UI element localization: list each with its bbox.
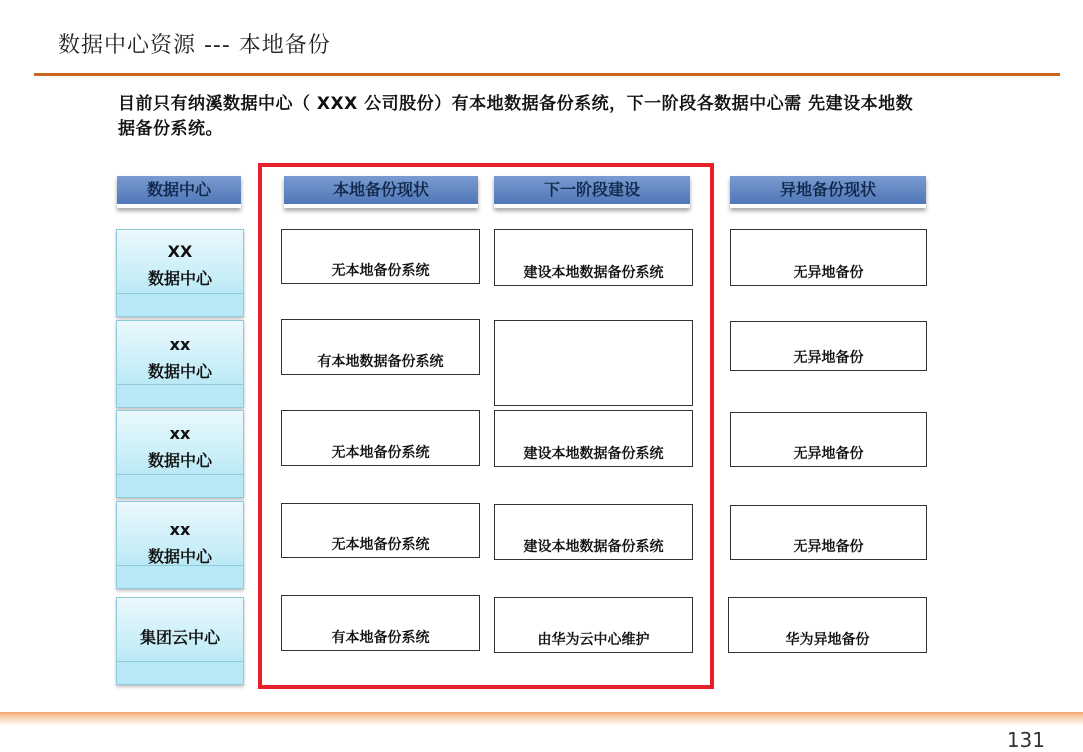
remote-status-4: 无异地备份 [730,505,927,560]
data-center-1: XX 数据中心 [116,229,244,317]
page-number: 131 [1006,728,1045,752]
remote-status-3: 无异地备份 [730,412,927,467]
data-center-4: xx 数据中心 [116,501,244,589]
next-phase-3: 建设本地数据备份系统 [494,410,693,467]
data-center-5: 集团云中心 [116,597,244,685]
header-local-status: 本地备份现状 [284,176,478,208]
local-status-2: 有本地数据备份系统 [281,319,480,375]
remote-status-1: 无异地备份 [730,229,927,286]
next-phase-4: 建设本地数据备份系统 [494,504,693,560]
slide-title: 数据中心资源 --- 本地备份 [58,33,331,58]
data-center-2: xx 数据中心 [116,320,244,408]
highlight-frame [258,163,714,689]
header-next-phase: 下一阶段建设 [494,176,690,208]
header-data-center: 数据中心 [117,176,241,208]
header-remote-status: 异地备份现状 [730,176,926,208]
remote-status-5: 华为异地备份 [728,597,927,653]
data-center-3: xx 数据中心 [116,410,244,498]
local-status-4: 无本地备份系统 [281,503,480,558]
footer-band [0,712,1083,750]
title-divider [34,73,1060,76]
intro-text: 目前只有纳溪数据中心（ XXX 公司股份）有本地数据备份系统，下一阶段各数据中心需 先建设本地数据备份系统。 [118,94,914,139]
local-status-1: 无本地备份系统 [281,229,480,284]
local-status-3: 无本地备份系统 [281,410,480,466]
next-phase-1: 建设本地数据备份系统 [494,229,693,286]
local-status-5: 有本地备份系统 [281,595,480,651]
remote-status-2: 无异地备份 [730,321,927,371]
next-phase-5: 由华为云中心维护 [494,597,693,653]
